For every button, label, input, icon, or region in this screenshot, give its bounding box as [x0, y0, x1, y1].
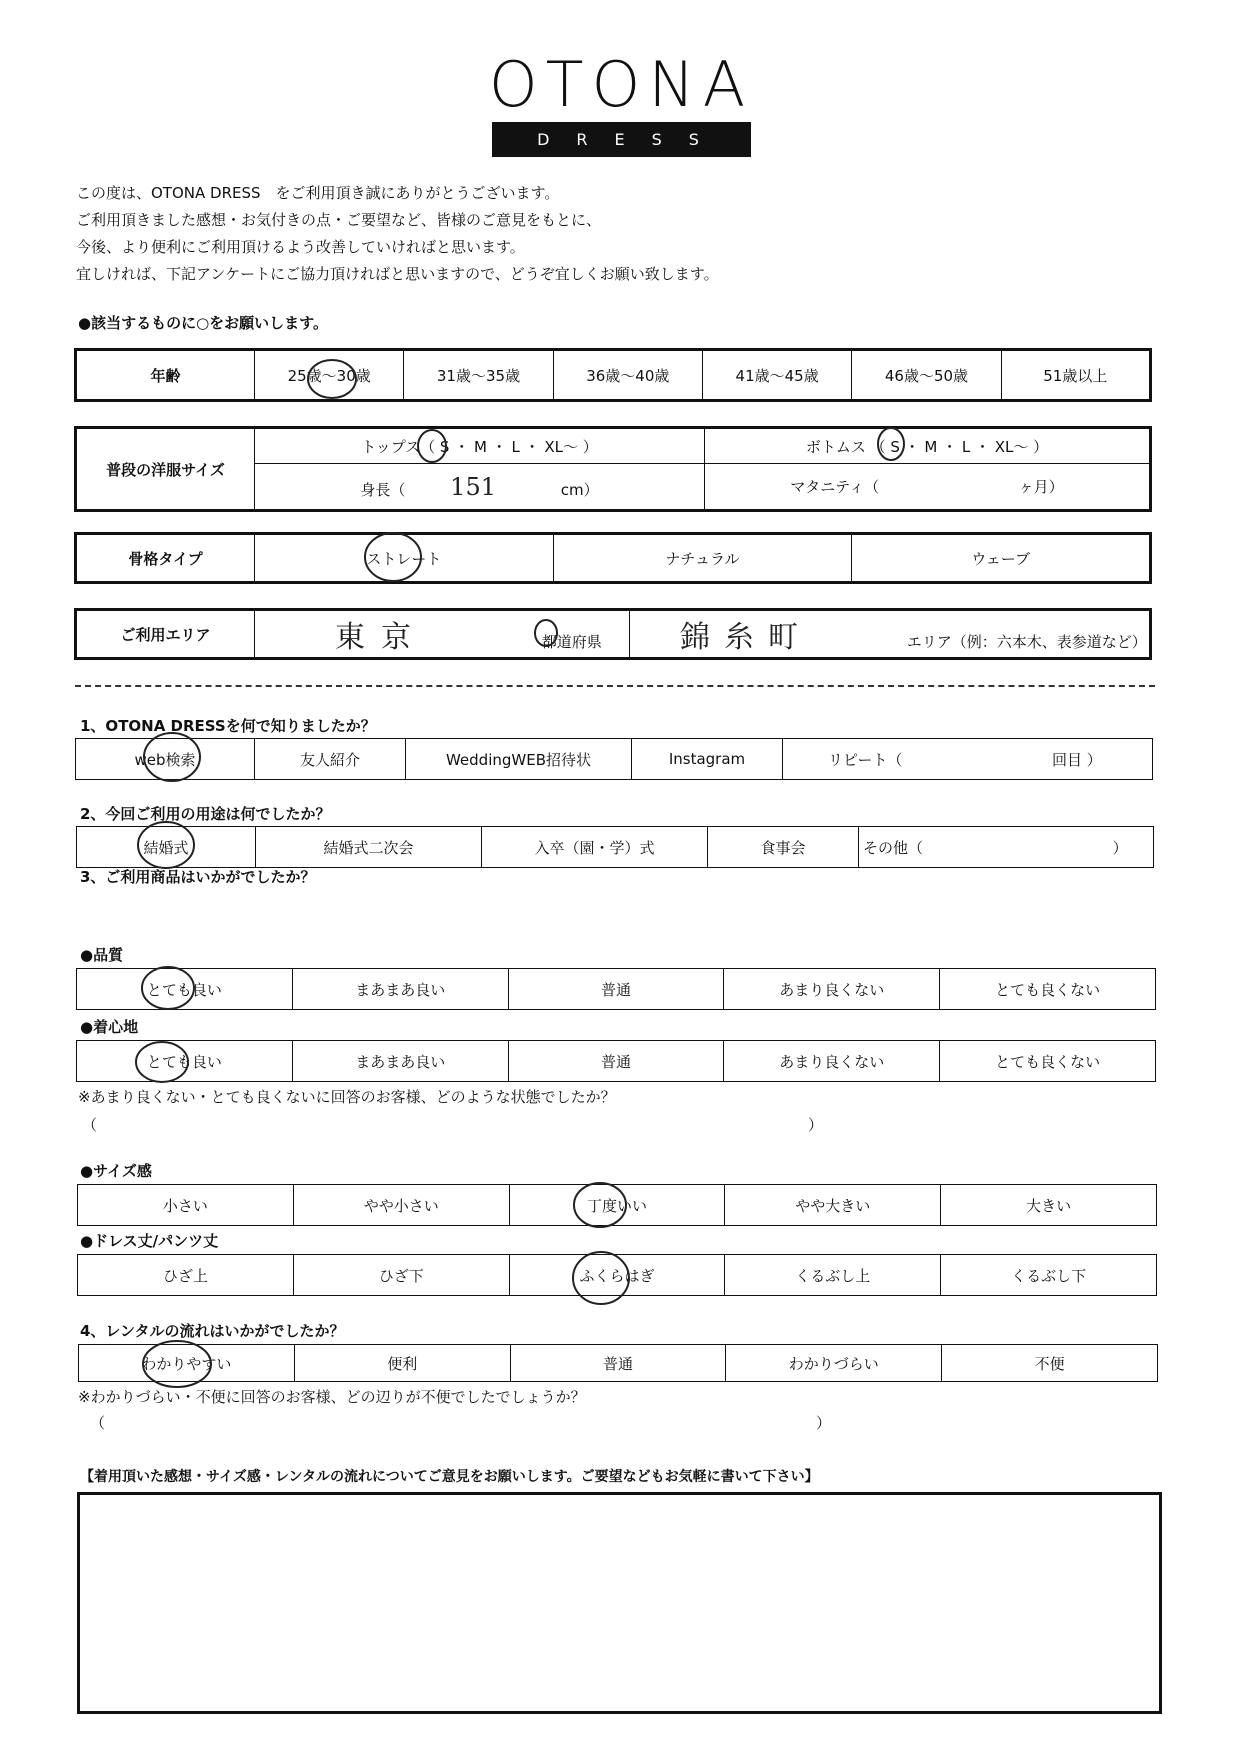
age-option[interactable]: 46歳～50歳: [852, 350, 1001, 401]
age-circle-mark: [308, 360, 356, 398]
height-unit: cm）: [560, 480, 599, 499]
quality-option[interactable]: とても良くない: [940, 969, 1156, 1010]
quality-note: ※あまり良くない・とても良くないに回答のお客様、どのような状態でしたか？: [78, 1088, 616, 1106]
q4-title: 4、レンタルの流れはいかがでしたか？: [80, 1322, 345, 1340]
q1-repeat-unit: 回目 ）: [1051, 750, 1102, 769]
comfort-circle-mark: [136, 1042, 188, 1082]
quality-note-open: （: [82, 1116, 98, 1134]
body-type-option[interactable]: ナチュラル: [553, 534, 852, 583]
quality-option[interactable]: あまり良くない: [724, 969, 940, 1010]
area-hint: エリア（例：六本木、表参道など）: [906, 633, 1147, 651]
maternity-label: マタニティ（: [790, 478, 880, 496]
size-label: 普段の洋服サイズ: [76, 428, 255, 511]
q2-option[interactable]: 結婚式二次会: [256, 827, 482, 868]
height-value: 151: [450, 472, 496, 501]
age-option[interactable]: 41歳～45歳: [702, 350, 851, 401]
brand-logo-title: OTONA: [488, 48, 754, 121]
q1-option[interactable]: 友人紹介: [255, 739, 406, 780]
brand-logo-subtitle: DRESS: [492, 122, 751, 157]
q1-option[interactable]: WeddingWEB招待状: [406, 739, 632, 780]
q1-circle-mark: [144, 733, 200, 781]
comfort-option[interactable]: とても良い: [77, 1041, 293, 1082]
area-value: 錦糸町: [680, 620, 812, 655]
q2-other-label: その他（: [863, 838, 924, 857]
q4-option[interactable]: わかりづらい: [726, 1345, 942, 1382]
intro-line: ご利用頂きました感想・お気付きの点・ご要望など、皆様のご意見をもとに、: [76, 211, 602, 229]
q4-option[interactable]: わかりやすい: [79, 1345, 295, 1382]
q3-title: 3、ご利用商品はいかがでしたか？: [80, 868, 316, 886]
length-option[interactable]: くるぶし上: [725, 1255, 941, 1296]
length-option[interactable]: ひざ上: [78, 1255, 294, 1296]
comfort-option[interactable]: まあまあ良い: [292, 1041, 508, 1082]
comment-title: 【着用頂いた感想・サイズ感・レンタルの流れについてご意見をお願いします。ご要望などもお気軽に書いて下さい】: [80, 1469, 819, 1485]
intro-line: 宜しければ、下記アンケートにご協力頂ければと思いますので、どうぞ宜しくお願い致します。: [76, 265, 719, 283]
fit-circle-mark: [574, 1183, 626, 1227]
q2-option[interactable]: 結婚式: [77, 827, 256, 868]
fit-label: ●サイズ感: [80, 1162, 152, 1180]
comfort-option[interactable]: とても良くない: [940, 1041, 1156, 1082]
age-label: 年齢: [76, 350, 255, 401]
q1-title: 1、OTONA DRESSを何で知りましたか？: [80, 717, 376, 735]
quality-circle-mark: [142, 967, 194, 1009]
length-label: ●ドレス丈/パンツ丈: [80, 1232, 219, 1250]
tops-size-field[interactable]: トップス（ S ・ M ・ L ・ XL～ ）: [255, 428, 705, 464]
prefecture-circle-mark: [535, 620, 557, 646]
length-option[interactable]: くるぶし下: [941, 1255, 1157, 1296]
quality-option[interactable]: まあまあ良い: [292, 969, 508, 1010]
q1-repeat-label: リピート（: [828, 750, 903, 769]
fit-option[interactable]: やや大きい: [725, 1185, 941, 1226]
q2-other-close: ）: [1112, 838, 1128, 857]
quality-option[interactable]: 普通: [508, 969, 724, 1010]
length-option[interactable]: ふくらはぎ: [509, 1255, 725, 1296]
quality-option[interactable]: とても良い: [77, 969, 293, 1010]
fit-option[interactable]: 大きい: [941, 1185, 1157, 1226]
body-type-circle-mark: [365, 533, 421, 581]
comfort-option[interactable]: あまり良くない: [724, 1041, 940, 1082]
intro-line: この度は、OTONA DRESS をご利用頂き誠にありがとうございます。: [76, 184, 560, 202]
age-option[interactable]: 36歳～40歳: [553, 350, 702, 401]
q1-option[interactable]: web検索: [76, 739, 255, 780]
body-type-option[interactable]: ストレート: [255, 534, 554, 583]
q2-title: 2、今回ご利用の用途は何でしたか？: [80, 805, 331, 823]
bottoms-size-field[interactable]: ボトムス （ S ・ M ・ L ・ XL～ ）: [705, 428, 1151, 464]
q2-circle-mark: [138, 822, 194, 868]
section-instruction: ●該当するものに○をお願いします。: [78, 314, 328, 332]
maternity-unit: ヶ月）: [1018, 478, 1064, 496]
q4-circle-mark: [143, 1341, 211, 1387]
q4-note-open: （: [90, 1414, 106, 1432]
quality-label: ●品質: [80, 946, 124, 964]
length-circle-mark: [573, 1252, 629, 1304]
bottoms-s-circle-mark: [878, 428, 904, 460]
q4-option[interactable]: 普通: [510, 1345, 726, 1382]
q1-option[interactable]: Instagram: [632, 739, 783, 780]
prefecture-suffix: 都道府県: [541, 633, 602, 651]
age-option[interactable]: 31歳～35歳: [404, 350, 553, 401]
area-label: ご利用エリア: [76, 610, 255, 659]
q2-option[interactable]: 入卒（園・学）式: [482, 827, 708, 868]
q2-option[interactable]: 食事会: [708, 827, 859, 868]
age-option[interactable]: 25歳～30歳: [255, 350, 404, 401]
body-type-option[interactable]: ウェーブ: [852, 534, 1151, 583]
height-label: 身長（: [360, 480, 406, 499]
fit-option[interactable]: 小さい: [78, 1185, 294, 1226]
prefecture-value: 東京: [335, 620, 427, 655]
fit-option[interactable]: 丁度いい: [509, 1185, 725, 1226]
q4-note-close: ）: [816, 1414, 832, 1432]
comfort-label: ●着心地: [80, 1018, 139, 1036]
q4-option[interactable]: 便利: [294, 1345, 510, 1382]
length-option[interactable]: ひざ下: [293, 1255, 509, 1296]
comfort-option[interactable]: 普通: [508, 1041, 724, 1082]
fit-option[interactable]: やや小さい: [293, 1185, 509, 1226]
quality-note-close: ）: [808, 1116, 824, 1134]
tops-s-circle-mark: [418, 430, 446, 462]
q4-note: ※わかりづらい・不便に回答のお客様、どの辺りが不便でしたでしょうか？: [78, 1388, 586, 1406]
body-type-label: 骨格タイプ: [76, 534, 255, 583]
intro-line: 今後、より便利にご利用頂けるよう改善していければと思います。: [76, 238, 525, 256]
age-option[interactable]: 51歳以上: [1001, 350, 1150, 401]
q4-option[interactable]: 不便: [942, 1345, 1158, 1382]
